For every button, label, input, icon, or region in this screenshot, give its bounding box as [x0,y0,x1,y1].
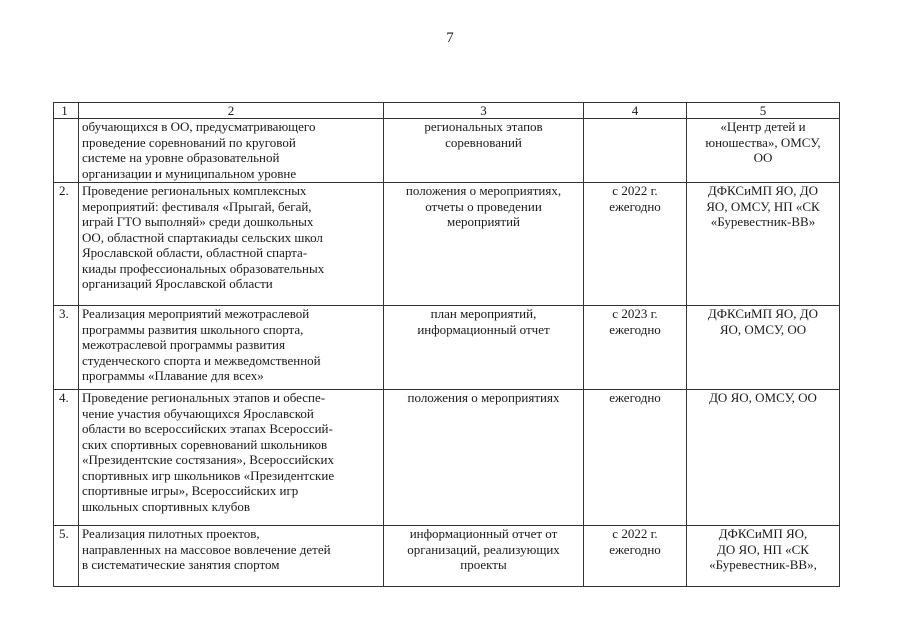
term-cell [584,390,687,526]
header-cell-4: 4 [584,103,687,119]
header-cell-5: 5 [687,103,840,119]
term-text: ежегодно [609,390,661,405]
term-text: с 2022 г. ежегодно [609,526,661,557]
header-cell-1: 1 [54,103,79,119]
table-row [54,526,840,587]
table-row [54,306,840,390]
term-text: с 2023 г. ежегодно [609,306,661,337]
executors-cell [687,390,840,526]
row-number-cell [54,183,79,306]
activity-text: обучающихся в ОО, предусматривающего проведение соревнований по круговой системе на уровне образовательной организации и муниципальном уровне [82,119,316,181]
activity-cell [79,390,384,526]
table-header-row [54,103,840,119]
result-text: положения о мероприятиях [407,390,560,405]
executors-text: ДО ЯО, ОМСУ, ОО [709,390,817,405]
header-cell-2: 2 [79,103,384,119]
result-cell [384,183,584,306]
term-cell [584,306,687,390]
activity-cell [79,306,384,390]
result-text: план мероприятий, информационный отчет [417,306,550,337]
table-row [54,183,840,306]
executors-text: ДФКСиМП ЯО, ДО ЯО, НП «СК «Буревестник-ВВ», [709,526,817,572]
executors-cell [687,119,840,183]
result-cell [384,390,584,526]
table-row [54,390,840,526]
row-number: 4. [59,390,69,405]
activity-text: Реализация мероприятий межотраслевой программы развития школьного спорта, межотраслевой программы развития студенческого спорта и межведомственной программы «Плавание для всех» [82,306,321,383]
row-number: 5. [59,526,69,541]
term-text: с 2022 г. ежегодно [609,183,661,214]
executors-cell [687,526,840,587]
result-cell [384,119,584,183]
row-number-cell [54,119,79,183]
executors-text: «Центр детей и юношества», ОМСУ, ОО [705,119,821,165]
row-number-cell [54,526,79,587]
activity-cell [79,183,384,306]
activity-text: Реализация пилотных проектов, направленных на массовое вовлечение детей в систематические занятия спортом [82,526,331,572]
term-cell [584,183,687,306]
term-cell [584,119,687,183]
result-text: информационный отчет от организаций, реализующих проекты [407,526,560,572]
result-cell [384,526,584,587]
activity-text: Проведение региональных комплексных мероприятий: фестиваля «Прыгай, бегай, играй ГТО выполняй» среди дошкольных ОО, областной спартакиады сельских школ Ярославской области, областной спарта- киады профессиональных образовательных организаций Ярославской области [82,183,325,291]
table-row-continuation [54,119,840,183]
executors-text: ДФКСиМП ЯО, ДО ЯО, ОМСУ, ОО [707,306,819,337]
row-number: 3. [59,306,69,321]
row-number-cell [54,390,79,526]
executors-cell [687,306,840,390]
action-plan-table [53,102,840,587]
executors-cell [687,183,840,306]
row-number: 2. [59,183,69,198]
page-number: 7 [446,30,454,46]
result-text: положения о мероприятиях, отчеты о проведении мероприятий [405,183,562,229]
activity-cell [79,526,384,587]
header-cell-3: 3 [384,103,584,119]
result-text: региональных этапов соревнований [424,119,543,150]
result-cell [384,306,584,390]
activity-cell [79,119,384,183]
row-number-cell [54,306,79,390]
executors-text: ДФКСиМП ЯО, ДО ЯО, ОМСУ, НП «СК «Буревестник-ВВ» [706,183,820,229]
activity-text: Проведение региональных этапов и обеспе- чение участия обучающихся Ярославской области во всероссийских этапах Всероссий- ских спортивных соревнований школьников «Президентские состязания», Всероссийских спортивных игр школьников «Президентские спортивные игры», Всероссийских игр школьных спортивных клубов [82,390,335,514]
term-cell [584,526,687,587]
